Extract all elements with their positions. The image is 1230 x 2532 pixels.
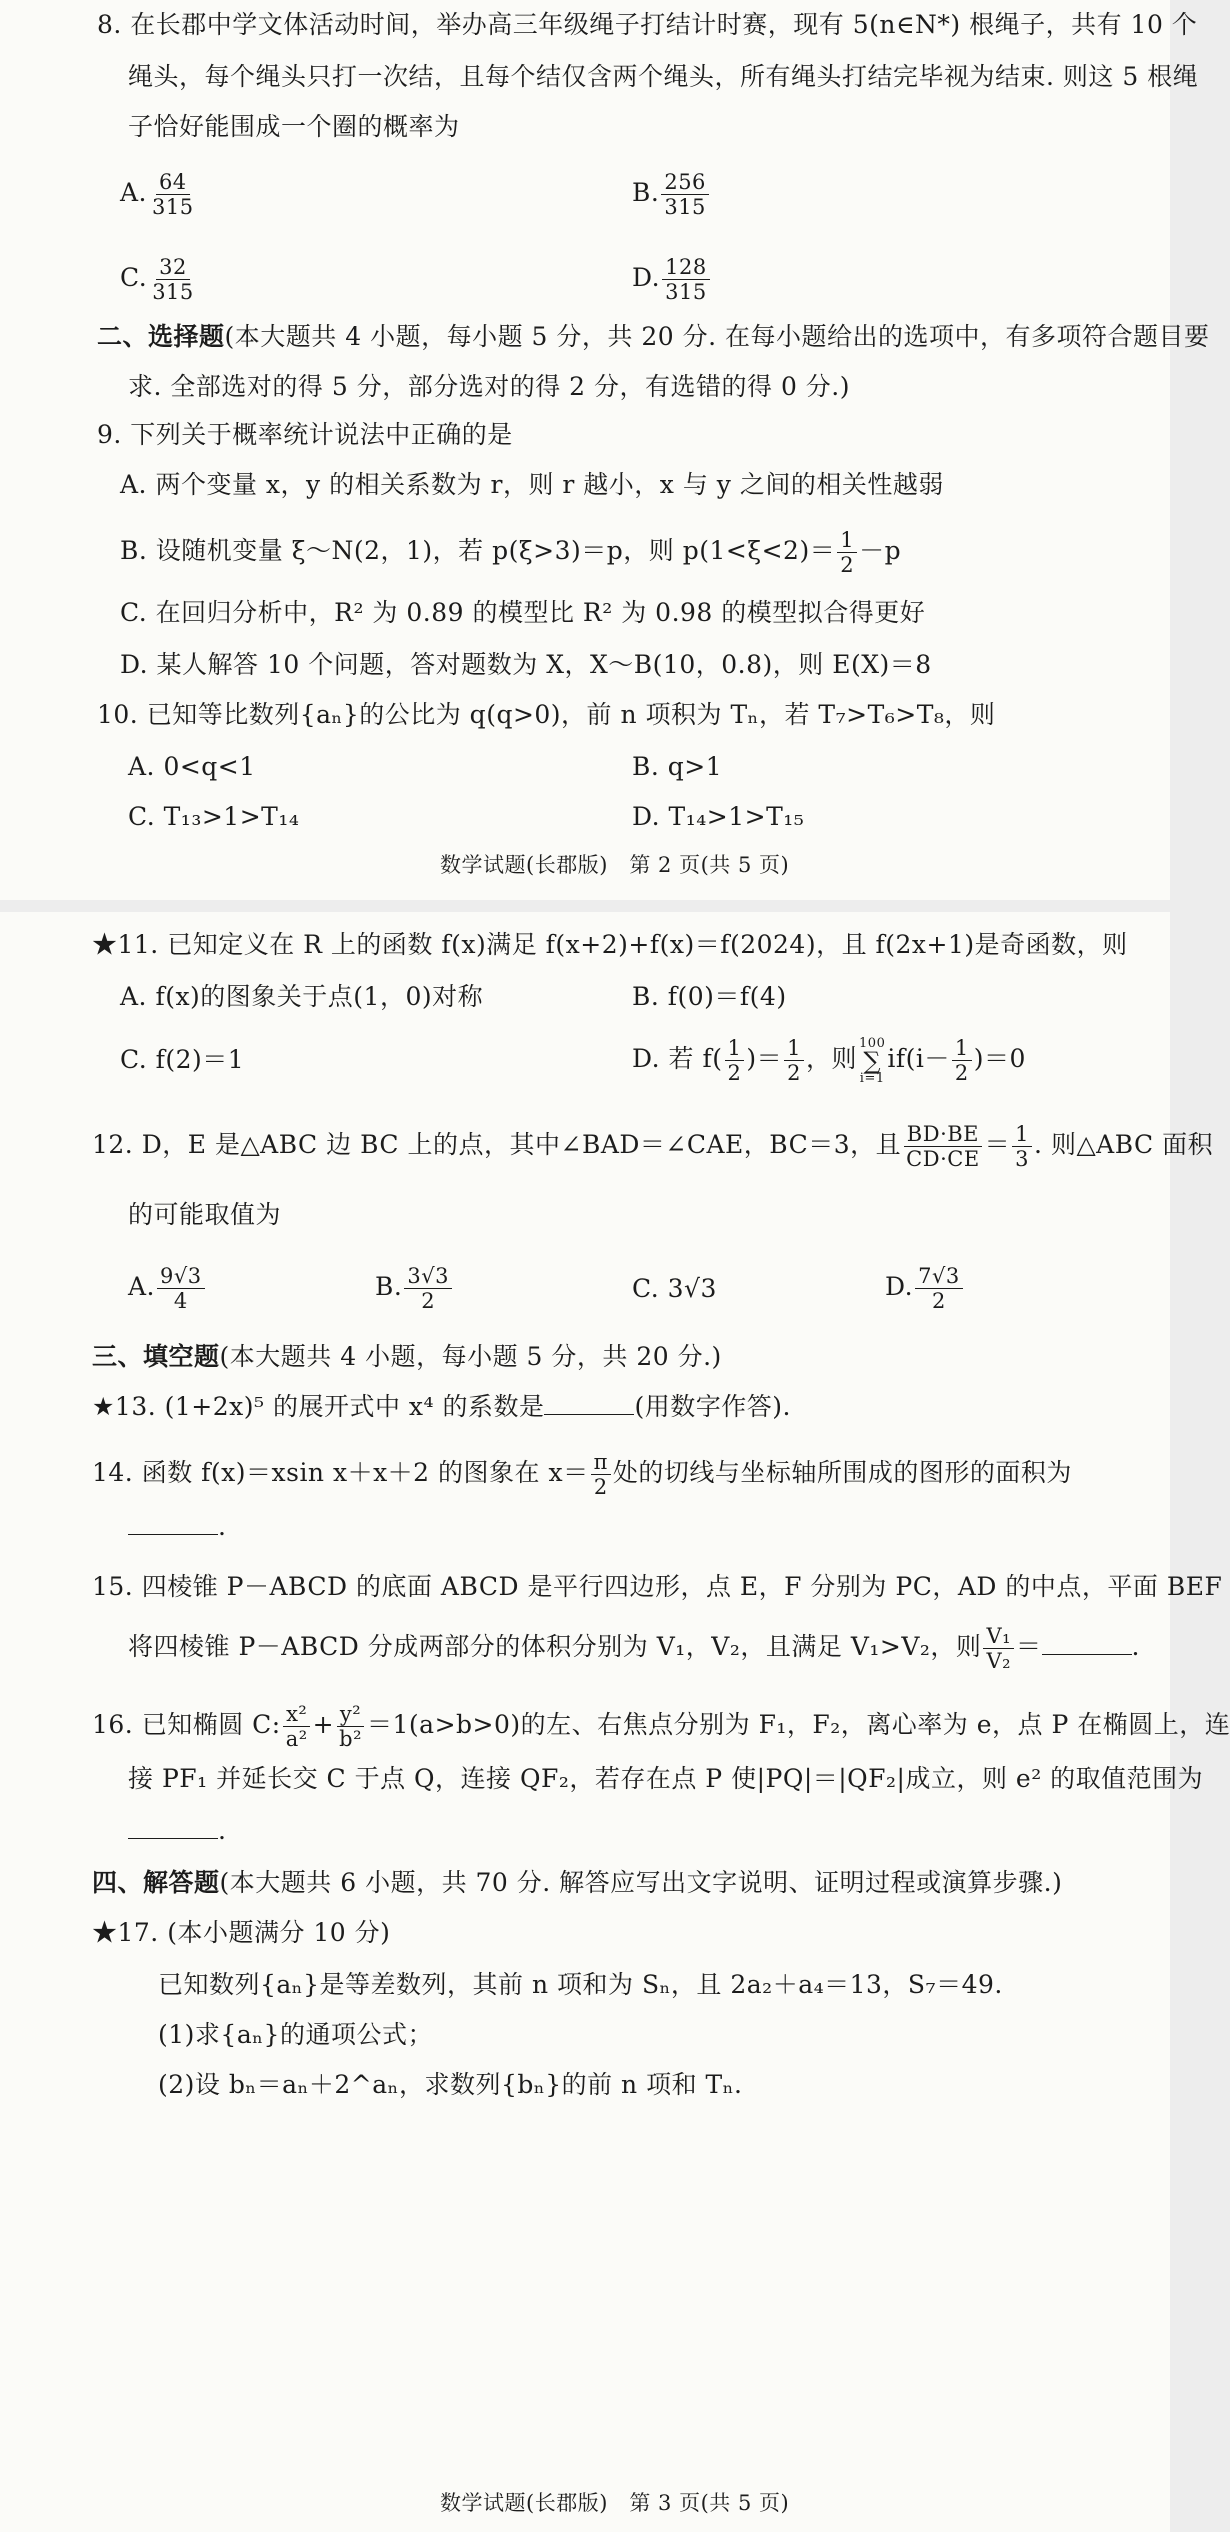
q17-line-2: (1)求{aₙ}的通项公式； [158, 2020, 433, 2049]
q8-line-2: 绳头，每个绳头只打一次结，且每个结仅含两个绳头，所有绳头打结完毕视为结束. 则这 5 根绳 [128, 62, 1199, 91]
q8-option-d: D. $\frac{128}{315}$ [632, 255, 712, 304]
q13: ★13. (1+2x)⁵ 的展开式中 x⁴ 的系数是 (用数字作答). [92, 1392, 791, 1421]
fraction: $\frac{32}{315}$ [152, 255, 194, 304]
q14-line-1: 14. 函数 f(x)＝xsin x＋x＋2 的图象在 x＝ $\frac{\pi}{2}$ 处的切线与坐标轴所围成的图形的面积为 [92, 1450, 1072, 1499]
answer-blank[interactable] [544, 1392, 634, 1415]
fraction: $\frac{9√3}{4}$ [157, 1264, 205, 1313]
q14-line-2: . [128, 1512, 226, 1542]
q10-option-c: C. T₁₃>1>T₁₄ [128, 802, 300, 831]
fraction: $\frac{3√3}{2}$ [404, 1264, 452, 1313]
q9-option-d: D. 某人解答 10 个问题，答对题数为 X，X～B(10，0.8)，则 E(X)＝8 [120, 650, 932, 679]
q15-line-1: 15. 四棱锥 P－ABCD 的底面 ABCD 是平行四边形，点 E，F 分别为 PC，AD 的中点，平面 BEF [92, 1572, 1223, 1601]
fraction: $\frac{\pi}{2}$ [591, 1450, 611, 1499]
summation: 100 ∑ i=1 [859, 1035, 886, 1086]
q8-line-1: 8. 在长郡中学文体活动时间，举办高三年级绳子打结计时赛，现有 5(n∈N*) 根绳子，共有 10 个 [97, 10, 1198, 39]
q12-line-2: 的可能取值为 [128, 1200, 282, 1229]
q16-line-1: 16. 已知椭圆 C: $\frac{\text{x²}}{\text{a²}}$ + $\frac{\text{y²}}{\text{b²}}$ ＝1(a>b>0)的左、右焦点分别为 F₁，F₂，离心率为 e，点 P 在椭圆上，连 [92, 1702, 1230, 1751]
fraction: $\frac{1}{2}$ [952, 1036, 972, 1085]
q11-option-b: B. f(0)＝f(4) [632, 982, 787, 1011]
section-4-heading: 四、解答题(本大题共 6 小题，共 70 分. 解答应写出文字说明、证明过程或演算步骤.) [92, 1868, 1063, 1897]
exam-page-2 [0, 0, 1210, 900]
fraction: $\frac{128}{315}$ [662, 255, 710, 304]
q8-option-b: B. $\frac{256}{315}$ [632, 170, 711, 219]
section-2-heading: 二、选择题(本大题共 4 小题，每小题 5 分，共 20 分. 在每小题给出的选项中，有多项符合题目要 [97, 322, 1210, 351]
q9-stem: 9. 下列关于概率统计说法中正确的是 [97, 420, 513, 449]
page-3-footer: 数学试题(长郡版) 第 3 页(共 5 页) [440, 2491, 790, 2515]
q11-option-a: A. f(x)的图象关于点(1，0)对称 [120, 982, 484, 1011]
section-2-desc-2: 求. 全部选对的得 5 分，部分选对的得 2 分，有选错的得 0 分.) [128, 372, 850, 401]
fraction: $\frac{BD\cdot BE}{CD\cdot CE}$ [903, 1122, 982, 1171]
q9-option-b: B. 设随机变量 ξ～N(2，1)，若 p(ξ>3)＝p，则 p(1<ξ<2)＝ $\frac{1}{2}$ －p [120, 528, 902, 577]
q8-option-c: C. $\frac{32}{315}$ [120, 255, 199, 304]
fraction: $\frac{7√3}{2}$ [915, 1264, 963, 1313]
fraction: $\frac{256}{315}$ [661, 170, 709, 219]
fraction: $\frac{1}{2}$ [837, 528, 857, 577]
q10-option-a: A. 0<q<1 [128, 752, 256, 781]
fraction: $\frac{\text{y²}}{\text{b²}}$ [336, 1702, 365, 1751]
q17-line-1: 已知数列{aₙ}是等差数列，其前 n 项和为 Sₙ，且 2a₂＋a₄＝13，S₇＝49. [158, 1970, 1003, 1999]
q12-option-d: D. $\frac{7√3}{2}$ [885, 1264, 965, 1313]
q11-option-d: D. 若 f( $\frac{1}{2}$ )＝ $\frac{1}{2}$ ，则 100 ∑ i=1 if(i－ $\frac{1}{2}$ )＝0 [632, 1035, 1026, 1086]
q12-option-c: C. 3√3 [632, 1274, 717, 1303]
answer-blank[interactable] [128, 1816, 218, 1839]
fraction: $\frac{64}{315}$ [152, 170, 194, 219]
q9-option-a: A. 两个变量 x，y 的相关系数为 r，则 r 越小，x 与 y 之间的相关性越弱 [120, 470, 944, 499]
q11-option-c: C. f(2)＝1 [120, 1045, 245, 1074]
q12-option-b: B. $\frac{3√3}{2}$ [375, 1264, 454, 1313]
q16-line-2: 接 PF₁ 并延长交 C 于点 Q，连接 QF₂，若存在点 P 使|PQ|＝|QF₂|成立，则 e² 的取值范围为 [128, 1764, 1204, 1793]
q12-option-a: A. $\frac{9√3}{4}$ [128, 1264, 207, 1313]
q17-head: ★17. (本小题满分 10 分) [92, 1918, 391, 1947]
q9-option-c: C. 在回归分析中，R² 为 0.89 的模型比 R² 为 0.98 的模型拟合得更好 [120, 598, 926, 627]
fraction: $\frac{\text{V₁}}{\text{V₂}}$ [983, 1624, 1014, 1673]
exam-page-3 [0, 912, 1230, 2532]
q11-stem: ★11. 已知定义在 R 上的函数 f(x)满足 f(x+2)+f(x)＝f(2024)，且 f(2x+1)是奇函数，则 [92, 930, 1128, 959]
fraction: $\frac{\text{x²}}{\text{a²}}$ [283, 1702, 311, 1751]
q10-stem: 10. 已知等比数列{aₙ}的公比为 q(q>0)，前 n 项积为 Tₙ，若 T₇>T₆>T₈，则 [97, 700, 996, 729]
page-2-footer: 数学试题(长郡版) 第 2 页(共 5 页) [440, 853, 790, 877]
fraction: $\frac{1}{2}$ [784, 1036, 804, 1085]
answer-blank[interactable] [128, 1512, 218, 1535]
q12-line-1: 12. D，E 是△ABC 边 BC 上的点，其中∠BAD＝∠CAE，BC＝3，且 $\frac{BD\cdot BE}{CD\cdot CE}$ ＝ $\frac{1}{3}$ . 则△ABC 面积 [92, 1122, 1214, 1171]
q8-line-3: 子恰好能围成一个圈的概率为 [128, 112, 460, 141]
answer-blank[interactable] [1042, 1632, 1132, 1655]
q10-option-b: B. q>1 [632, 752, 723, 781]
q10-option-d: D. T₁₄>1>T₁₅ [632, 802, 805, 831]
q16-line-3: . [128, 1816, 226, 1846]
q15-line-2: 将四棱锥 P－ABCD 分成两部分的体积分别为 V₁，V₂，且满足 V₁>V₂，则 $\frac{\text{V₁}}{\text{V₂}}$ ＝ . [128, 1624, 1140, 1673]
section-3-heading: 三、填空题(本大题共 4 小题，每小题 5 分，共 20 分.) [92, 1342, 722, 1371]
q8-option-a: A. $\frac{64}{315}$ [120, 170, 199, 219]
q17-line-3: (2)设 bₙ＝aₙ＋2^aₙ，求数列{bₙ}的前 n 项和 Tₙ. [158, 2070, 743, 2099]
fraction: $\frac{1}{2}$ [725, 1036, 745, 1085]
fraction: $\frac{1}{3}$ [1012, 1122, 1032, 1171]
